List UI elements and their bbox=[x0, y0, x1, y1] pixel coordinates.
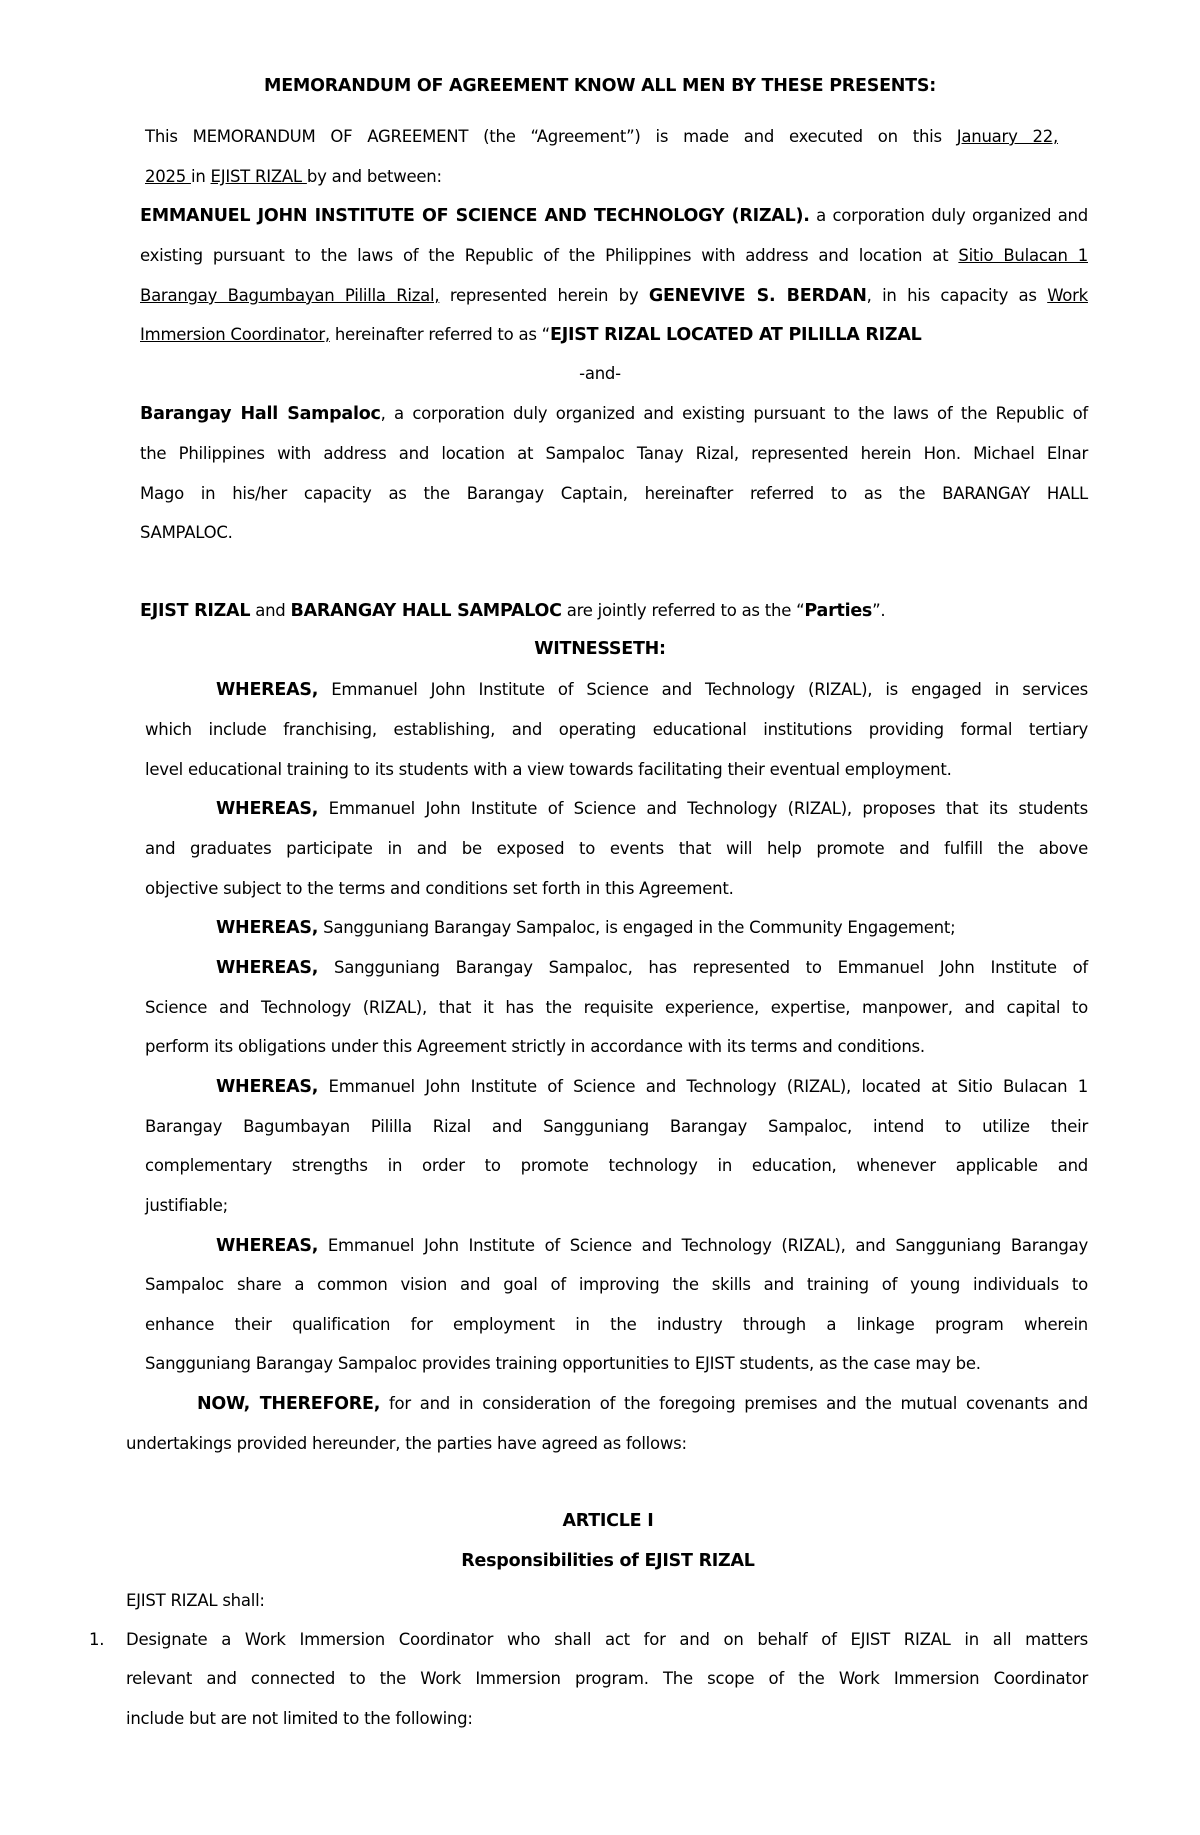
parties-and: and bbox=[250, 601, 291, 620]
whereas-4-line-2: Science and Technology (RIZAL), that it has the requisite experience, expertise, manpower, and capital to bbox=[145, 998, 1088, 1017]
whereas-label: WHEREAS, bbox=[216, 918, 319, 938]
whereas-1-line-2: which include franchising, establishing, and operating educational institutions providing formal tertiary bbox=[145, 720, 1088, 739]
whereas-5-line-3: complementary strengths in order to promote technology in education, whenever applicable and bbox=[145, 1156, 1088, 1175]
now-therefore-line-2: undertakings provided hereunder, the parties have agreed as follows: bbox=[126, 1434, 687, 1453]
intro-by: by and between: bbox=[306, 167, 442, 186]
whereas-5-line-1 bbox=[216, 1076, 1088, 1098]
party1-name: EMMANUEL JOHN INSTITUTE OF SCIENCE AND TECHNOLOGY (RIZAL). bbox=[140, 206, 810, 226]
intro-in: in bbox=[191, 167, 211, 186]
party2-name: Barangay Hall Sampaloc bbox=[140, 404, 381, 424]
agreement-date-year: 2025 bbox=[145, 167, 191, 186]
party1-representative: GENEVIVE S. BERDAN bbox=[648, 286, 867, 306]
whereas-label: WHEREAS, bbox=[216, 680, 319, 700]
whereas-6-line-1 bbox=[216, 1235, 1088, 1257]
whereas-2-line-3: objective subject to the terms and conditions set forth in this Agreement. bbox=[145, 879, 734, 898]
party1-address-2: Barangay Bagumbayan Pililla Rizal, bbox=[140, 286, 440, 305]
agreement-date: January 22, bbox=[956, 127, 1058, 146]
whereas-text: Sangguniang Barangay Sampaloc, has represented to Emmanuel John Institute of bbox=[318, 958, 1088, 977]
and-separator: -and- bbox=[579, 364, 621, 383]
intro-text: This MEMORANDUM OF AGREEMENT (the “Agreement”) is made and executed on this bbox=[145, 127, 957, 146]
party2-line-4: SAMPALOC. bbox=[140, 523, 233, 542]
now-therefore-line-1 bbox=[197, 1393, 1088, 1415]
whereas-5-line-2: Barangay Bagumbayan Pililla Rizal and Sangguniang Barangay Sampaloc, intend to utilize their bbox=[145, 1117, 1088, 1136]
whereas-6-line-2: Sampaloc share a common vision and goal of improving the skills and training of young individuals to bbox=[145, 1275, 1088, 1294]
article-subtitle: Responsibilities of EJIST RIZAL bbox=[461, 1551, 755, 1571]
party2-line-2: the Philippines with address and location at Sampaloc Tanay Rizal, represented herein Hon. Michael Elnar bbox=[140, 444, 1088, 463]
whereas-text: Emmanuel John Institute of Science and Technology (RIZAL), and Sangguniang Barangay bbox=[318, 1236, 1088, 1255]
whereas-5-line-4: justifiable; bbox=[145, 1196, 228, 1215]
parties-text: are jointly referred to as the “ bbox=[561, 601, 805, 620]
list-item-line-3: include but are not limited to the following: bbox=[126, 1709, 473, 1728]
parties-p1: EJIST RIZAL bbox=[140, 601, 251, 621]
whereas-text: Emmanuel John Institute of Science and Technology (RIZAL), is engaged in services bbox=[318, 680, 1088, 699]
party1-reference-name: EJIST RIZAL LOCATED AT PILILLA RIZAL bbox=[549, 325, 922, 345]
party2-text: , a corporation duly organized and existing pursuant to the laws of the Republic of bbox=[380, 404, 1088, 423]
article-title: ARTICLE I bbox=[562, 1511, 654, 1531]
witnesseth-heading: WITNESSETH: bbox=[534, 639, 666, 659]
party1-text: , in his capacity as bbox=[866, 286, 1048, 305]
now-therefore-text: for and in consideration of the foregoing premises and the mutual covenants and bbox=[380, 1394, 1089, 1413]
whereas-label: WHEREAS, bbox=[216, 1077, 319, 1097]
party1-text: existing pursuant to the laws of the Republic of the Philippines with address and location at bbox=[140, 246, 959, 265]
list-item-number: 1. bbox=[89, 1630, 105, 1649]
whereas-3-line-1 bbox=[216, 917, 955, 939]
whereas-4-line-3: perform its obligations under this Agreement strictly in accordance with its terms and conditions. bbox=[145, 1037, 925, 1056]
whereas-1-line-3: level educational training to its students with a view towards facilitating their eventual employment. bbox=[145, 760, 952, 779]
intro-line-2 bbox=[145, 166, 442, 188]
whereas-text: Emmanuel John Institute of Science and Technology (RIZAL), proposes that its students bbox=[318, 799, 1088, 818]
list-item-line-2: relevant and connected to the Work Immersion program. The scope of the Work Immersion Coordinator bbox=[126, 1669, 1088, 1688]
party1-address: Sitio Bulacan 1 bbox=[958, 246, 1088, 265]
party2-line-1 bbox=[140, 403, 1088, 425]
parties-end: ”. bbox=[872, 601, 886, 620]
whereas-4-line-1 bbox=[216, 957, 1088, 979]
agreement-place: EJIST RIZAL bbox=[210, 167, 307, 186]
party2-line-3: Mago in his/her capacity as the Barangay Captain, hereinafter referred to as the BARANGAY HALL bbox=[140, 484, 1088, 503]
whereas-label: WHEREAS, bbox=[216, 799, 319, 819]
whereas-2-line-2: and graduates participate in and be exposed to events that will help promote and fulfill the above bbox=[145, 839, 1088, 858]
party1-text: a corporation duly organized and bbox=[809, 206, 1088, 225]
parties-term: Parties bbox=[804, 601, 873, 621]
parties-p2: BARANGAY HALL SAMPALOC bbox=[290, 601, 562, 621]
party1-text: hereinafter referred to as “ bbox=[329, 325, 550, 344]
whereas-label: WHEREAS, bbox=[216, 1236, 319, 1256]
whereas-6-line-3: enhance their qualification for employment in the industry through a linkage program wherein bbox=[145, 1315, 1088, 1334]
whereas-label: WHEREAS, bbox=[216, 958, 319, 978]
party1-line-1 bbox=[140, 205, 1088, 227]
intro-line-1 bbox=[145, 126, 1058, 148]
party1-line-4 bbox=[140, 324, 922, 346]
now-therefore-label: NOW, THEREFORE, bbox=[197, 1394, 381, 1414]
party1-line-3 bbox=[140, 285, 1088, 307]
party1-line-2 bbox=[140, 245, 1088, 267]
whereas-text: Emmanuel John Institute of Science and Technology (RIZAL), located at Sitio Bulacan 1 bbox=[318, 1077, 1088, 1096]
whereas-2-line-1 bbox=[216, 798, 1088, 820]
whereas-text: Sangguniang Barangay Sampaloc, is engaged in the Community Engagement; bbox=[318, 918, 956, 937]
article-intro: EJIST RIZAL shall: bbox=[126, 1591, 265, 1610]
whereas-6-line-4: Sangguniang Barangay Sampaloc provides training opportunities to EJIST students, as the case may be. bbox=[145, 1354, 981, 1373]
document-title: MEMORANDUM OF AGREEMENT KNOW ALL MEN BY THESE PRESENTS: bbox=[264, 76, 936, 96]
party1-role-2: Immersion Coordinator, bbox=[140, 325, 330, 344]
whereas-1-line-1 bbox=[216, 679, 1088, 701]
party1-role: Work bbox=[1047, 286, 1088, 305]
party1-text: represented herein by bbox=[439, 286, 649, 305]
list-item-line-1: Designate a Work Immersion Coordinator who shall act for and on behalf of EJIST RIZAL in all matters bbox=[126, 1630, 1088, 1649]
parties-statement bbox=[140, 600, 885, 622]
